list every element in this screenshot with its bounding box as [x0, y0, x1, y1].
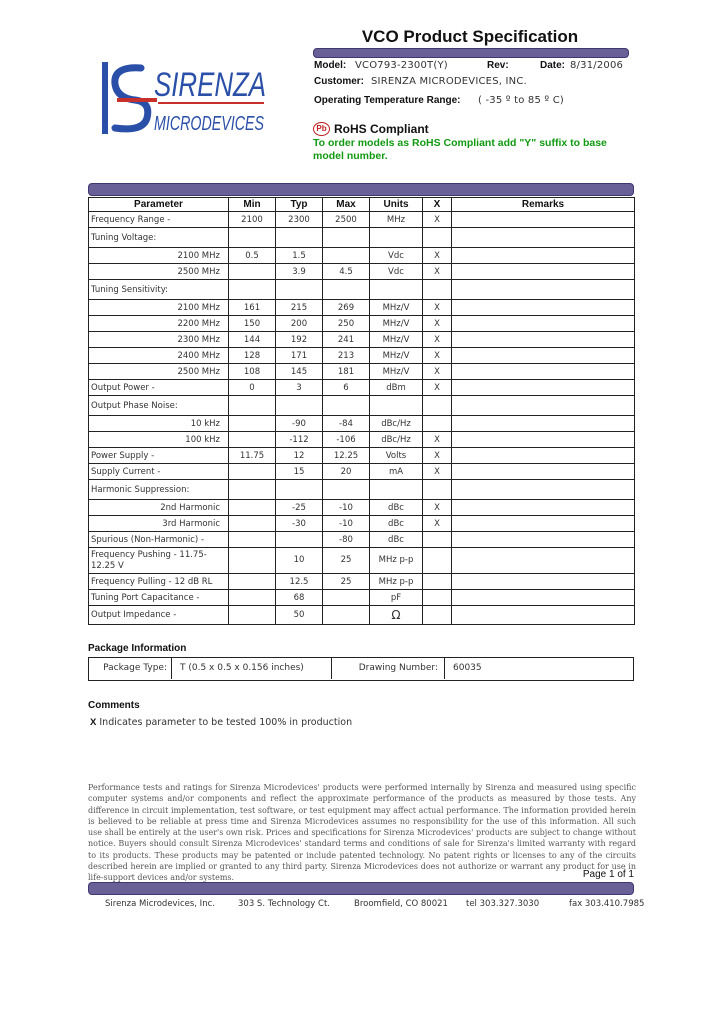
- cell-min: [229, 228, 276, 248]
- cell-x: X: [423, 364, 452, 380]
- rohs-compliant-label: RoHS Compliant: [334, 122, 429, 136]
- cell-max: -10: [323, 516, 370, 532]
- package-info-heading: Package Information: [88, 643, 187, 654]
- cell-units: Vdc: [370, 248, 423, 264]
- cell-x: X: [423, 432, 452, 448]
- cell-typ: 145: [276, 364, 323, 380]
- cell-max: -84: [323, 416, 370, 432]
- table-row: [89, 300, 635, 316]
- comment-x-mark: X: [90, 717, 97, 728]
- cell-x: X: [423, 464, 452, 480]
- cell-param: Harmonic Suppression:: [89, 480, 229, 500]
- model-value: VCO793-2300T(Y): [355, 60, 448, 71]
- cell-units: MHz p-p: [370, 548, 423, 574]
- cell-x: [423, 606, 452, 625]
- cell-param: 2300 MHz: [89, 332, 229, 348]
- customer-value: SIRENZA MICRODEVICES, INC.: [371, 76, 527, 87]
- cell-param: Tuning Voltage:: [89, 228, 229, 248]
- cell-x: X: [423, 500, 452, 516]
- table-row: [89, 548, 635, 574]
- cell-units: mA: [370, 464, 423, 480]
- cell-remarks: [452, 264, 635, 280]
- cell-typ: 10: [276, 548, 323, 574]
- cell-x: [423, 480, 452, 500]
- cell-param: 2100 MHz: [89, 248, 229, 264]
- cell-x: X: [423, 300, 452, 316]
- table-header-row: [89, 198, 635, 212]
- cell-remarks: [452, 280, 635, 300]
- cell-min: 150: [229, 316, 276, 332]
- cell-typ: -30: [276, 516, 323, 532]
- cell-units: MHz/V: [370, 300, 423, 316]
- cell-x: [423, 228, 452, 248]
- cell-remarks: [452, 228, 635, 248]
- cell-typ: 12: [276, 448, 323, 464]
- company-logo: [101, 58, 273, 138]
- cell-units: MHz/V: [370, 316, 423, 332]
- cell-param: Output Power -: [89, 380, 229, 396]
- cell-units: Vdc: [370, 264, 423, 280]
- page-number: Page 1 of 1: [582, 869, 634, 880]
- cell-units: [370, 280, 423, 300]
- cell-x: X: [423, 332, 452, 348]
- customer-label: Customer:: [314, 76, 365, 87]
- package-type-label: Package Type:: [89, 658, 172, 679]
- table-row: [89, 228, 635, 248]
- table-header-bar: [88, 183, 634, 196]
- table-row: [89, 516, 635, 532]
- cell-remarks: [452, 348, 635, 364]
- cell-x: X: [423, 212, 452, 228]
- table-row: [89, 380, 635, 396]
- cell-x: [423, 280, 452, 300]
- table-row: [89, 590, 635, 606]
- cell-min: 0: [229, 380, 276, 396]
- cell-remarks: [452, 212, 635, 228]
- cell-x: [423, 396, 452, 416]
- model-label: Model:: [314, 60, 347, 71]
- table-row: [89, 264, 635, 280]
- cell-param: Power Supply -: [89, 448, 229, 464]
- cell-max: 20: [323, 464, 370, 480]
- cell-min: [229, 264, 276, 280]
- table-row: [89, 532, 635, 548]
- cell-max: [323, 606, 370, 625]
- drawing-number-value: 60035: [453, 663, 482, 673]
- cell-units: MHz/V: [370, 332, 423, 348]
- cell-remarks: [452, 380, 635, 396]
- cell-param: 2500 MHz: [89, 264, 229, 280]
- cell-typ: [276, 228, 323, 248]
- cell-param: 2nd Harmonic: [89, 500, 229, 516]
- lead-free-pb-icon: Pb: [313, 122, 330, 136]
- comment-line: [90, 717, 352, 728]
- temperature-value: ( -35 º to 85 º C): [478, 95, 564, 106]
- header-min: Min: [229, 198, 276, 212]
- cell-min: [229, 396, 276, 416]
- cell-typ: 2300: [276, 212, 323, 228]
- header-parameter: Parameter: [89, 198, 229, 212]
- cell-units: dBc/Hz: [370, 432, 423, 448]
- header-units: Units: [370, 198, 423, 212]
- cell-min: 144: [229, 332, 276, 348]
- cell-max: 2500: [323, 212, 370, 228]
- cell-x: X: [423, 516, 452, 532]
- cell-units: dBc/Hz: [370, 416, 423, 432]
- cell-units: pF: [370, 590, 423, 606]
- cell-remarks: [452, 548, 635, 574]
- rev-label: Rev:: [487, 60, 509, 71]
- cell-units: Volts: [370, 448, 423, 464]
- cell-remarks: [452, 432, 635, 448]
- comments-heading: Comments: [88, 700, 140, 711]
- sirenza-logo-graphic: [101, 58, 273, 138]
- date-label: Date:: [540, 60, 566, 71]
- cell-max: 269: [323, 300, 370, 316]
- cell-min: [229, 416, 276, 432]
- cell-remarks: [452, 480, 635, 500]
- cell-remarks: [452, 316, 635, 332]
- cell-units: MHz: [370, 212, 423, 228]
- cell-remarks: [452, 590, 635, 606]
- cell-units: dBc: [370, 500, 423, 516]
- cell-min: 2100: [229, 212, 276, 228]
- cell-units: [370, 396, 423, 416]
- cell-remarks: [452, 332, 635, 348]
- header-typ: Typ: [276, 198, 323, 212]
- footer-company: Sirenza Microdevices, Inc.: [105, 899, 215, 909]
- cell-param: Frequency Pulling - 12 dB RL: [89, 574, 229, 590]
- drawing-number-label: Drawing Number:: [332, 658, 445, 679]
- cell-typ: 12.5: [276, 574, 323, 590]
- header-remarks: Remarks: [452, 198, 635, 212]
- logo-wordmark-sirenza: SIRENZA: [154, 66, 266, 104]
- rohs-order-note: To order models as RoHS Compliant add "Y" suffix to base model number.: [313, 137, 607, 162]
- temperature-label: Operating Temperature Range:: [314, 95, 461, 106]
- cell-typ: -25: [276, 500, 323, 516]
- cell-min: [229, 464, 276, 480]
- cell-typ: 3.9: [276, 264, 323, 280]
- cell-min: 128: [229, 348, 276, 364]
- cell-min: [229, 516, 276, 532]
- cell-min: [229, 432, 276, 448]
- cell-x: X: [423, 380, 452, 396]
- cell-typ: 1.5: [276, 248, 323, 264]
- cell-remarks: [452, 248, 635, 264]
- cell-units: MHz/V: [370, 348, 423, 364]
- cell-typ: [276, 480, 323, 500]
- cell-units: dBm: [370, 380, 423, 396]
- cell-min: [229, 606, 276, 625]
- table-row: [89, 500, 635, 516]
- cell-remarks: [452, 606, 635, 625]
- cell-typ: 68: [276, 590, 323, 606]
- table-row: [89, 316, 635, 332]
- date-value: 8/31/2006: [570, 60, 624, 71]
- cell-param: Output Impedance -: [89, 606, 229, 625]
- cell-param: Frequency Pushing - 11.75-12.25 V: [89, 548, 229, 574]
- cell-x: [423, 574, 452, 590]
- cell-param: 2500 MHz: [89, 364, 229, 380]
- table-row: [89, 574, 635, 590]
- footer-fax: fax 303.410.7985: [569, 899, 645, 909]
- cell-typ: 200: [276, 316, 323, 332]
- table-row: [89, 212, 635, 228]
- cell-remarks: [452, 500, 635, 516]
- table-row: [89, 396, 635, 416]
- table-row: [89, 364, 635, 380]
- cell-typ: -90: [276, 416, 323, 432]
- cell-x: [423, 532, 452, 548]
- cell-remarks: [452, 448, 635, 464]
- cell-max: [323, 248, 370, 264]
- cell-units: MHz/V: [370, 364, 423, 380]
- cell-typ: 215: [276, 300, 323, 316]
- cell-param: Supply Current -: [89, 464, 229, 480]
- cell-units: [370, 228, 423, 248]
- table-row: [89, 248, 635, 264]
- cell-remarks: [452, 574, 635, 590]
- logo-wordmark-microdevices: MICRODEVICES: [154, 113, 265, 135]
- specification-table: [88, 197, 635, 625]
- cell-param: Tuning Sensitivity:: [89, 280, 229, 300]
- cell-units: dBc: [370, 532, 423, 548]
- cell-x: X: [423, 248, 452, 264]
- cell-typ: -112: [276, 432, 323, 448]
- cell-param: Tuning Port Capacitance -: [89, 590, 229, 606]
- cell-param: Frequency Range -: [89, 212, 229, 228]
- table-row: [89, 480, 635, 500]
- footer-address: 303 S. Technology Ct.: [238, 899, 331, 909]
- cell-param: 2400 MHz: [89, 348, 229, 364]
- cell-remarks: [452, 416, 635, 432]
- cell-max: 6: [323, 380, 370, 396]
- cell-max: -106: [323, 432, 370, 448]
- header-max: Max: [323, 198, 370, 212]
- cell-max: 4.5: [323, 264, 370, 280]
- cell-min: 0.5: [229, 248, 276, 264]
- cell-x: X: [423, 316, 452, 332]
- cell-typ: 15: [276, 464, 323, 480]
- cell-units: MHz p-p: [370, 574, 423, 590]
- cell-min: 161: [229, 300, 276, 316]
- table-row: [89, 464, 635, 480]
- cell-remarks: [452, 464, 635, 480]
- cell-min: [229, 500, 276, 516]
- cell-max: -80: [323, 532, 370, 548]
- cell-min: 11.75: [229, 448, 276, 464]
- cell-typ: 3: [276, 380, 323, 396]
- cell-min: 108: [229, 364, 276, 380]
- cell-units: [370, 480, 423, 500]
- cell-max: [323, 590, 370, 606]
- cell-typ: [276, 396, 323, 416]
- cell-remarks: [452, 364, 635, 380]
- cell-min: [229, 532, 276, 548]
- cell-param: 2100 MHz: [89, 300, 229, 316]
- footer-tel: tel 303.327.3030: [466, 899, 540, 909]
- cell-max: -10: [323, 500, 370, 516]
- cell-remarks: [452, 300, 635, 316]
- table-row: [89, 280, 635, 300]
- table-row: [89, 448, 635, 464]
- cell-param: 2200 MHz: [89, 316, 229, 332]
- cell-x: X: [423, 348, 452, 364]
- footer-divider-bar: [88, 882, 634, 895]
- cell-max: [323, 480, 370, 500]
- cell-param: 100 kHz: [89, 432, 229, 448]
- cell-min: [229, 480, 276, 500]
- table-row: [89, 606, 635, 625]
- cell-param: 3rd Harmonic: [89, 516, 229, 532]
- cell-max: 12.25: [323, 448, 370, 464]
- table-row: [89, 348, 635, 364]
- cell-max: 25: [323, 548, 370, 574]
- comment-text: Indicates parameter to be tested 100% in production: [99, 717, 353, 728]
- header-x: X: [423, 198, 452, 212]
- cell-max: 25: [323, 574, 370, 590]
- cell-units: Ω: [370, 606, 423, 625]
- footer-city: Broomfield, CO 80021: [354, 899, 448, 909]
- package-type-value: T (0.5 x 0.5 x 0.156 inches): [172, 658, 332, 679]
- cell-max: [323, 396, 370, 416]
- cell-x: X: [423, 264, 452, 280]
- cell-param: Output Phase Noise:: [89, 396, 229, 416]
- cell-x: [423, 548, 452, 574]
- table-row: [89, 416, 635, 432]
- cell-x: [423, 590, 452, 606]
- legal-disclaimer: Performance tests and ratings for Sirenza Microdevices' products were performed internally by Sirenza and measured using specific computer systems and/or components and reflect the approximate performance of the products as measured by those tests. Any difference in circuit implementation, test software, or test equipment may affect actual performance. The information provided herein is believed to be reliable at press time and Sirenza Microdevices assumes no responsibility for the use of this information. All such use shall be entirely at the user's own risk. Prices and specifications for Sirenza Microdevices' products are subject to change without notice. Buyers should consult Sirenza Microdevices' standard terms and conditions of sale for Sirenza's limited warranty with regard to its products. These products may be patented or include patented technology. No patent rights or licenses to any of the circuits described herein are implied or granted to any third party. Sirenza Microdevices does not authorize or warrant any product for use in life-support devices and/or systems.: [88, 783, 636, 883]
- cell-min: [229, 548, 276, 574]
- cell-typ: [276, 532, 323, 548]
- cell-max: 181: [323, 364, 370, 380]
- cell-param: 10 kHz: [89, 416, 229, 432]
- cell-typ: 50: [276, 606, 323, 625]
- cell-x: [423, 416, 452, 432]
- cell-max: [323, 280, 370, 300]
- cell-min: [229, 574, 276, 590]
- cell-param: Spurious (Non-Harmonic) -: [89, 532, 229, 548]
- cell-remarks: [452, 396, 635, 416]
- cell-units: dBc: [370, 516, 423, 532]
- cell-typ: 192: [276, 332, 323, 348]
- cell-typ: [276, 280, 323, 300]
- document-title: VCO Product Specification: [361, 27, 579, 46]
- cell-x: X: [423, 448, 452, 464]
- cell-max: [323, 228, 370, 248]
- table-row: [89, 432, 635, 448]
- table-row: [89, 332, 635, 348]
- cell-remarks: [452, 516, 635, 532]
- cell-max: 213: [323, 348, 370, 364]
- package-info-box: [88, 657, 634, 681]
- cell-remarks: [452, 532, 635, 548]
- cell-min: [229, 280, 276, 300]
- cell-min: [229, 590, 276, 606]
- cell-max: 241: [323, 332, 370, 348]
- header-divider-bar: [313, 48, 629, 58]
- cell-typ: 171: [276, 348, 323, 364]
- cell-max: 250: [323, 316, 370, 332]
